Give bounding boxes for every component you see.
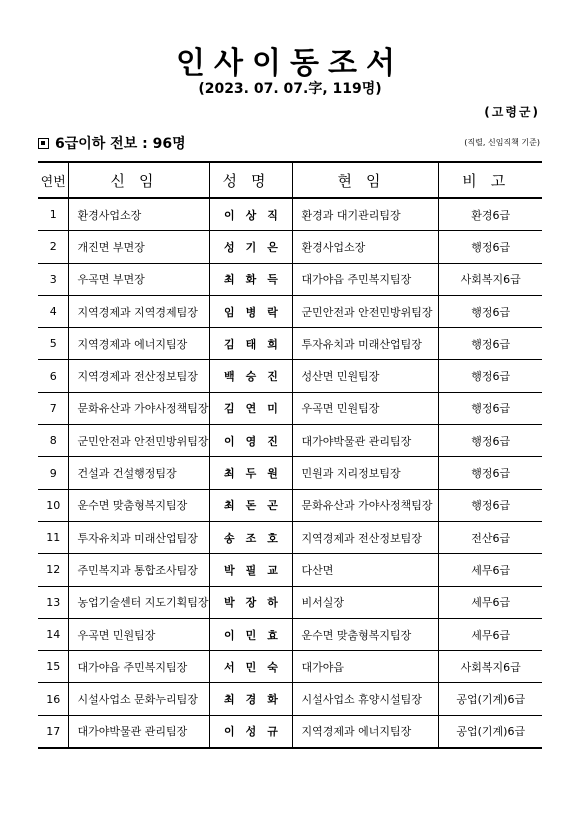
name-cell: 최경화 xyxy=(209,683,293,715)
new-post-cell: 문화유산과 가야사정책팀장 xyxy=(69,392,209,424)
new-post-cell: 환경사업소장 xyxy=(69,198,209,231)
row-number: 2 xyxy=(38,231,69,263)
current-post-cell: 군민안전과 안전민방위팀장 xyxy=(293,295,439,327)
row-number: 12 xyxy=(38,554,69,586)
table-row xyxy=(38,425,542,457)
remark-cell: 행정6급 xyxy=(439,457,542,489)
row-number: 3 xyxy=(38,263,69,295)
name-cell: 임병락 xyxy=(209,295,293,327)
row-number: 13 xyxy=(38,586,69,618)
current-post-cell: 문화유산과 가야사정책팀장 xyxy=(293,489,439,521)
remark-cell: 세무6급 xyxy=(439,586,542,618)
row-number: 1 xyxy=(38,198,69,231)
current-post-cell: 대가야읍 xyxy=(293,651,439,683)
table-row xyxy=(38,295,542,327)
row-number: 9 xyxy=(38,457,69,489)
new-post-cell: 대가야박물관 관리팀장 xyxy=(69,715,209,748)
remark-cell: 세무6급 xyxy=(439,554,542,586)
personnel-table xyxy=(38,161,542,749)
row-number: 17 xyxy=(38,715,69,748)
table-row xyxy=(38,651,542,683)
table-row xyxy=(38,618,542,650)
new-post-cell: 지역경제과 전산정보팀장 xyxy=(69,360,209,392)
column-header-new-post: 신임 xyxy=(69,162,209,198)
name-cell: 최화득 xyxy=(209,263,293,295)
table-row xyxy=(38,328,542,360)
table-row xyxy=(38,521,542,553)
remark-cell: 사회복지6급 xyxy=(439,651,542,683)
row-number: 6 xyxy=(38,360,69,392)
row-number: 11 xyxy=(38,521,69,553)
remark-cell: 공업(기계)6급 xyxy=(439,715,542,748)
new-post-cell: 건설과 건설행정팀장 xyxy=(69,457,209,489)
column-header-name: 성명 xyxy=(209,162,293,198)
new-post-cell: 농업기술센터 지도기획팀장 xyxy=(69,586,209,618)
new-post-cell: 개진면 부면장 xyxy=(69,231,209,263)
table-row xyxy=(38,231,542,263)
current-post-cell: 투자유치과 미래산업팀장 xyxy=(293,328,439,360)
column-header-remark: 비고 xyxy=(439,162,542,198)
name-cell: 백승진 xyxy=(209,360,293,392)
name-cell: 이민효 xyxy=(209,618,293,650)
table-header-row xyxy=(38,162,542,198)
new-post-cell: 우곡면 부면장 xyxy=(69,263,209,295)
row-number: 7 xyxy=(38,392,69,424)
name-cell: 이영진 xyxy=(209,425,293,457)
section-title: 6급이하 전보 : 96명 xyxy=(55,136,186,152)
current-post-cell: 대가야박물관 관리팀장 xyxy=(293,425,439,457)
current-post-cell: 다산면 xyxy=(293,554,439,586)
current-post-cell: 환경과 대기관리팀장 xyxy=(293,198,439,231)
row-number: 4 xyxy=(38,295,69,327)
row-number: 14 xyxy=(38,618,69,650)
remark-cell: 행정6급 xyxy=(439,231,542,263)
document-subtitle: (2023. 07. 07.字, 119명) xyxy=(198,81,382,97)
name-cell: 이성규 xyxy=(209,715,293,748)
table-row xyxy=(38,683,542,715)
current-post-cell: 비서실장 xyxy=(293,586,439,618)
remark-cell: 행정6급 xyxy=(439,425,542,457)
new-post-cell: 대가야읍 주민복지팀장 xyxy=(69,651,209,683)
name-cell: 서민숙 xyxy=(209,651,293,683)
new-post-cell: 지역경제과 지역경제팀장 xyxy=(69,295,209,327)
name-cell: 박장하 xyxy=(209,586,293,618)
current-post-cell: 성산면 민원팀장 xyxy=(293,360,439,392)
new-post-cell: 지역경제과 에너지팀장 xyxy=(69,328,209,360)
column-header-no: 연번 xyxy=(38,162,69,198)
table-row xyxy=(38,489,542,521)
row-number: 16 xyxy=(38,683,69,715)
row-number: 8 xyxy=(38,425,69,457)
remark-cell: 전산6급 xyxy=(439,521,542,553)
new-post-cell: 운수면 맞춤형복지팀장 xyxy=(69,489,209,521)
name-cell: 김연미 xyxy=(209,392,293,424)
table-row xyxy=(38,554,542,586)
current-post-cell: 우곡면 민원팀장 xyxy=(293,392,439,424)
row-number: 15 xyxy=(38,651,69,683)
current-post-cell: 시설사업소 휴양시설팀장 xyxy=(293,683,439,715)
remark-cell: 공업(기계)6급 xyxy=(439,683,542,715)
current-post-cell: 운수면 맞춤형복지팀장 xyxy=(293,618,439,650)
square-bullet-icon xyxy=(38,138,49,149)
section-heading xyxy=(38,133,186,153)
current-post-cell: 지역경제과 에너지팀장 xyxy=(293,715,439,748)
new-post-cell: 주민복지과 통합조사팀장 xyxy=(69,554,209,586)
table-row xyxy=(38,263,542,295)
name-cell: 최돈곤 xyxy=(209,489,293,521)
table-row xyxy=(38,586,542,618)
remark-cell: 행정6급 xyxy=(439,392,542,424)
current-post-cell: 지역경제과 전산정보팀장 xyxy=(293,521,439,553)
new-post-cell: 군민안전과 안전민방위팀장 xyxy=(69,425,209,457)
criteria-note: (직렬, 신임직책 기준) xyxy=(464,138,540,147)
remark-cell: 행정6급 xyxy=(439,489,542,521)
table-row xyxy=(38,360,542,392)
row-number: 5 xyxy=(38,328,69,360)
row-number: 10 xyxy=(38,489,69,521)
current-post-cell: 대가야읍 주민복지팀장 xyxy=(293,263,439,295)
table-row xyxy=(38,457,542,489)
name-cell: 이상직 xyxy=(209,198,293,231)
remark-cell: 환경6급 xyxy=(439,198,542,231)
table-row xyxy=(38,198,542,231)
remark-cell: 행정6급 xyxy=(439,295,542,327)
column-header-current-post: 현임 xyxy=(293,162,439,198)
name-cell: 송조호 xyxy=(209,521,293,553)
remark-cell: 세무6급 xyxy=(439,618,542,650)
document-title: 인사이동조서 xyxy=(176,46,404,81)
new-post-cell: 시설사업소 문화누리팀장 xyxy=(69,683,209,715)
organization-label: (고령군) xyxy=(484,105,540,119)
name-cell: 최두원 xyxy=(209,457,293,489)
table-row xyxy=(38,715,542,748)
name-cell: 박필교 xyxy=(209,554,293,586)
name-cell: 김태희 xyxy=(209,328,293,360)
remark-cell: 행정6급 xyxy=(439,328,542,360)
new-post-cell: 투자유치과 미래산업팀장 xyxy=(69,521,209,553)
remark-cell: 사회복지6급 xyxy=(439,263,542,295)
current-post-cell: 환경사업소장 xyxy=(293,231,439,263)
remark-cell: 행정6급 xyxy=(439,360,542,392)
current-post-cell: 민원과 지리정보팀장 xyxy=(293,457,439,489)
table-row xyxy=(38,392,542,424)
new-post-cell: 우곡면 민원팀장 xyxy=(69,618,209,650)
name-cell: 성기은 xyxy=(209,231,293,263)
